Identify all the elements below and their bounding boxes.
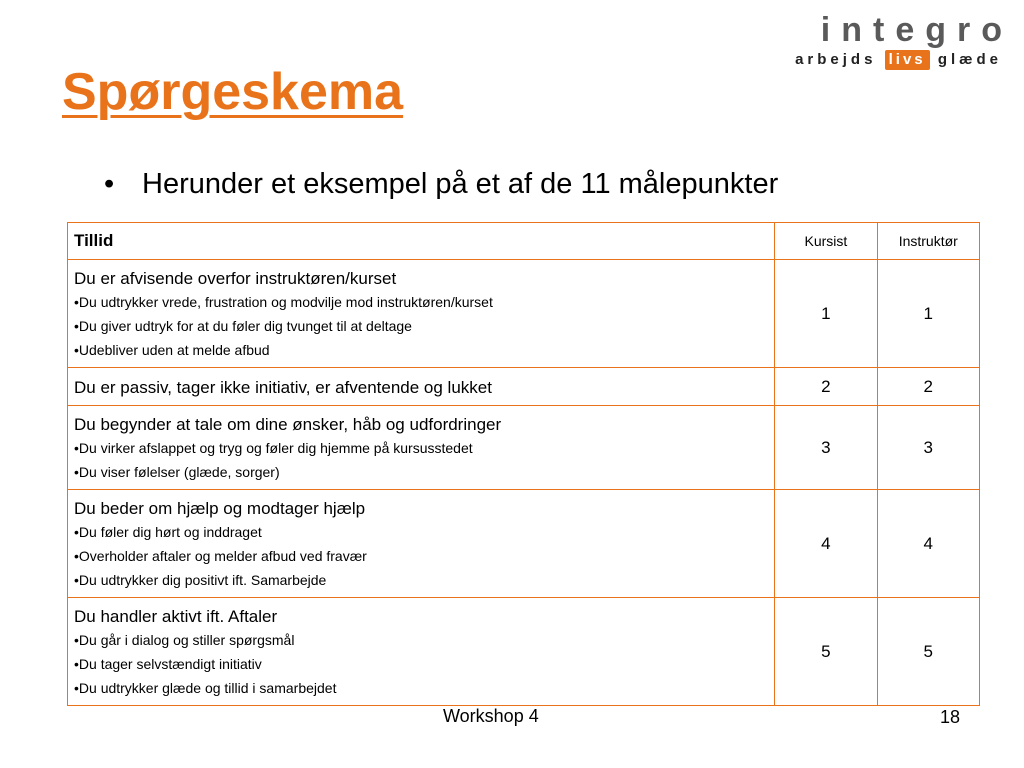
row-main-text: Du beder om hjælp og modtager hjælp [74, 498, 366, 518]
kursist-score: 5 [775, 598, 877, 706]
kursist-score: 3 [775, 406, 877, 490]
row-sub-item: •Du føler dig hørt og inddraget [74, 523, 262, 540]
instruktor-score: 4 [877, 490, 979, 598]
header-tillid: Tillid [68, 223, 775, 260]
integro-logo [762, 11, 1013, 70]
kursist-score: 4 [775, 490, 877, 598]
instruktor-score: 2 [877, 368, 979, 406]
table-header-row [68, 223, 980, 260]
logo-tag-box: livs [885, 50, 930, 70]
subtitle-bullet [104, 166, 778, 202]
table-row [68, 598, 980, 706]
table-row [68, 368, 980, 406]
header-instruktor: Instruktør [877, 223, 979, 260]
page-number: 18 [940, 707, 961, 727]
questionnaire-table [67, 222, 980, 706]
row-main-text: Du begynder at tale om dine ønsker, håb og udfordringer [74, 414, 502, 434]
footer-label: Workshop 4 [443, 706, 539, 726]
logo-wordmark: integro [820, 11, 1013, 49]
logo-tag-right: glæde [937, 51, 1002, 68]
row-sub-item: •Du viser følelser (glæde, sorger) [74, 463, 280, 480]
header-kursist: Kursist [775, 223, 877, 260]
footer-backing [432, 699, 618, 705]
row-sub-item: •Du udtrykker dig positivt ift. Samarbejde [74, 571, 327, 588]
table-row [68, 490, 980, 598]
row-main-text: Du er passiv, tager ikke initiativ, er afventende og lukket [74, 377, 492, 397]
row-description [68, 406, 775, 490]
row-sub-item: •Overholder aftaler og melder afbud ved fravær [74, 547, 367, 564]
kursist-score: 1 [775, 260, 877, 368]
table-row [68, 406, 980, 490]
row-sub-item: •Du giver udtryk for at du føler dig tvunget til at deltage [74, 317, 412, 334]
logo-tag-left: arbejds [795, 51, 877, 68]
row-sub-item: •Du udtrykker glæde og tillid i samarbejdet [74, 679, 337, 696]
kursist-score: 2 [775, 368, 877, 406]
row-description [68, 490, 775, 598]
bullet-dot: • [104, 168, 115, 200]
row-description [68, 598, 775, 706]
row-sub-item: •Du tager selvstændigt initiativ [74, 655, 262, 672]
row-description [68, 368, 775, 406]
row-sub-item: •Du virker afslappet og tryg og føler dig hjemme på kursusstedet [74, 439, 473, 456]
instruktor-score: 3 [877, 406, 979, 490]
row-main-text: Du handler aktivt ift. Aftaler [74, 606, 278, 626]
instruktor-score: 5 [877, 598, 979, 706]
row-sub-item: •Du udtrykker vrede, frustration og modvilje mod instruktøren/kurset [74, 293, 493, 310]
row-sub-item: •Du går i dialog og stiller spørgsmål [74, 631, 295, 648]
row-description [68, 260, 775, 368]
row-main-text: Du er afvisende overfor instruktøren/kurset [74, 268, 397, 288]
logo-tagline [762, 50, 1002, 70]
subtitle-text: Herunder et eksempel på et af de 11 målepunkter [142, 168, 779, 200]
table-row [68, 260, 980, 368]
instruktor-score: 1 [877, 260, 979, 368]
page-title: Spørgeskema [62, 63, 404, 121]
row-sub-item: •Udebliver uden at melde afbud [74, 341, 270, 358]
